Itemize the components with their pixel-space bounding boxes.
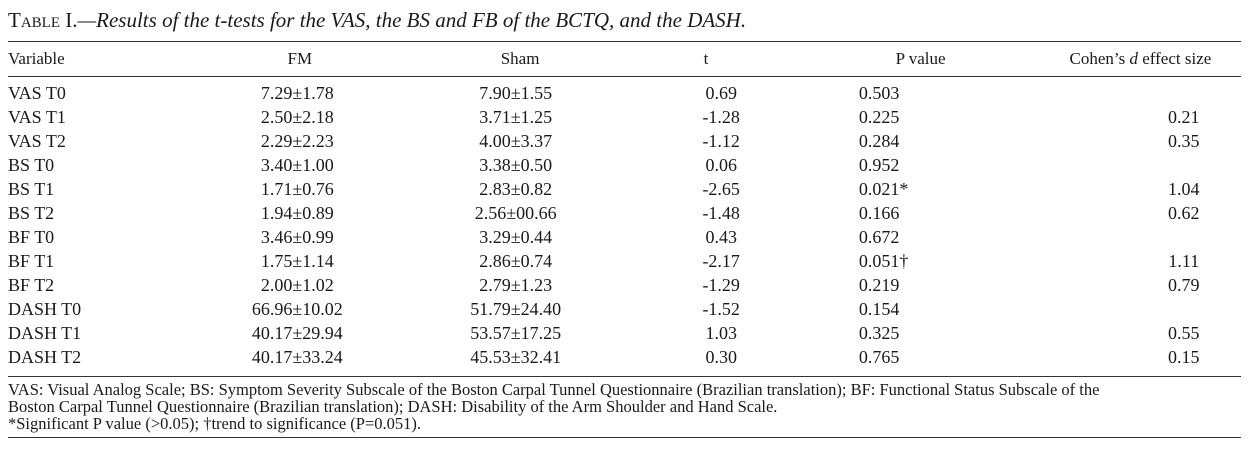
cell-p-value: 0.284 (858, 130, 900, 151)
cell-variable: BF T1 (8, 250, 55, 271)
cell-variable: VAS T2 (8, 130, 66, 151)
header-sham: Sham (500, 49, 540, 68)
header-p-value: P value (895, 49, 946, 68)
cell-variable: BF T0 (8, 226, 55, 247)
table-row (8, 273, 1241, 297)
cell-fm: 7.29±1.78 (260, 82, 334, 103)
cell-t: -1.28 (702, 106, 740, 127)
cell-t: 0.06 (705, 154, 737, 175)
cell-sham: 51.79±24.40 (470, 298, 562, 319)
table-body (8, 77, 1241, 369)
footnote-line: VAS: Visual Analog Scale; BS: Symptom Severity Subscale of the Boston Carpal Tunnel Questionnaire (Brazilian translation); BF: Functional Status Subscale of the (8, 380, 1100, 399)
cell-sham: 3.29±0.44 (479, 226, 553, 247)
cell-variable: BF T2 (8, 274, 55, 295)
header-effect-suffix: effect size (1137, 49, 1212, 68)
cell-sham: 2.86±0.74 (479, 250, 553, 271)
cell-t: 0.69 (705, 82, 737, 103)
cell-effect-size: 0.21 (1168, 106, 1200, 127)
cell-sham: 4.00±3.37 (479, 130, 553, 151)
cell-t: -2.65 (702, 178, 740, 199)
table-row (8, 297, 1241, 321)
cell-fm: 2.00±1.02 (260, 274, 334, 295)
cell-effect-size: 0.79 (1168, 274, 1200, 295)
cell-variable: VAS T1 (8, 106, 66, 127)
cell-p-value: 0.672 (858, 226, 900, 247)
cell-fm: 40.17±29.94 (251, 322, 343, 343)
cell-fm: 1.94±0.89 (260, 202, 334, 223)
table-row (8, 105, 1241, 129)
cell-effect-size: 0.62 (1168, 202, 1200, 223)
cell-effect-size: 0.55 (1168, 322, 1200, 343)
cell-sham: 2.79±1.23 (479, 274, 553, 295)
cell-t: 0.30 (705, 346, 737, 367)
cell-sham: 3.71±1.25 (479, 106, 553, 127)
cell-variable: BS T2 (8, 202, 55, 223)
cell-fm: 2.29±2.23 (260, 130, 334, 151)
header-fm: FM (287, 49, 313, 68)
table-row (8, 81, 1241, 105)
cell-sham: 7.90±1.55 (479, 82, 553, 103)
cell-t: 1.03 (705, 322, 737, 343)
cell-fm: 3.40±1.00 (260, 154, 334, 175)
header-effect-d: d (1129, 49, 1138, 68)
bottom-rule (8, 437, 1241, 438)
cell-p-value: 0.051† (858, 250, 909, 271)
cell-p-value: 0.325 (858, 322, 900, 343)
cell-p-value: 0.225 (858, 106, 900, 127)
footnote-line: *Significant P value (>0.05); †trend to significance (P=0.051). (8, 414, 421, 433)
cell-effect-size: 1.11 (1168, 250, 1200, 271)
header-effect-size (1040, 49, 1241, 69)
cell-sham: 53.57±17.25 (470, 322, 562, 343)
cell-t: 0.43 (705, 226, 737, 247)
cell-effect-size: 0.35 (1168, 130, 1200, 151)
table-caption-lead: Table I. (8, 8, 78, 32)
cell-p-value: 0.021* (858, 178, 909, 199)
cell-t: -1.52 (702, 298, 740, 319)
table-caption-text: —Results of the t-tests for the VAS, the BS and FB of the BCTQ, and the DASH. (77, 8, 747, 32)
header-variable: Variable (8, 49, 65, 68)
cell-variable: VAS T0 (8, 82, 66, 103)
cell-fm: 40.17±33.24 (251, 346, 343, 367)
results-table (8, 0, 1241, 438)
table-row (8, 177, 1241, 201)
cell-p-value: 0.503 (858, 82, 900, 103)
table-row (8, 321, 1241, 345)
cell-effect-size: 1.04 (1168, 178, 1200, 199)
cell-p-value: 0.154 (858, 298, 900, 319)
table-footnotes (8, 377, 1241, 432)
cell-variable: DASH T2 (8, 346, 82, 367)
cell-t: -2.17 (702, 250, 740, 271)
table-header-row (8, 42, 1241, 76)
cell-p-value: 0.166 (858, 202, 900, 223)
table-row (8, 201, 1241, 225)
table-row (8, 345, 1241, 369)
cell-t: -1.48 (702, 202, 740, 223)
table-row (8, 225, 1241, 249)
cell-sham: 3.38±0.50 (479, 154, 553, 175)
cell-variable: DASH T1 (8, 322, 82, 343)
cell-fm: 3.46±0.99 (260, 226, 334, 247)
cell-variable: BS T1 (8, 178, 55, 199)
cell-sham: 2.56±00.66 (474, 202, 557, 223)
cell-variable: DASH T0 (8, 298, 82, 319)
table-row (8, 153, 1241, 177)
cell-fm: 66.96±10.02 (251, 298, 343, 319)
cell-fm: 1.75±1.14 (260, 250, 334, 271)
cell-t: -1.29 (702, 274, 740, 295)
cell-t: -1.12 (702, 130, 740, 151)
table-caption (8, 0, 1241, 40)
header-t: t (703, 49, 709, 68)
cell-sham: 45.53±32.41 (470, 346, 562, 367)
cell-p-value: 0.765 (858, 346, 900, 367)
cell-fm: 2.50±2.18 (260, 106, 334, 127)
header-effect-prefix: Cohen’s (1069, 49, 1130, 68)
cell-sham: 2.83±0.82 (479, 178, 553, 199)
table-row (8, 129, 1241, 153)
cell-p-value: 0.952 (858, 154, 900, 175)
cell-fm: 1.71±0.76 (260, 178, 334, 199)
cell-variable: BS T0 (8, 154, 55, 175)
footnote-line: Boston Carpal Tunnel Questionnaire (Brazilian translation); DASH: Disability of the Arm Shoulder and Hand Scale. (8, 397, 778, 416)
table-row (8, 249, 1241, 273)
cell-p-value: 0.219 (858, 274, 900, 295)
cell-effect-size: 0.15 (1168, 346, 1200, 367)
